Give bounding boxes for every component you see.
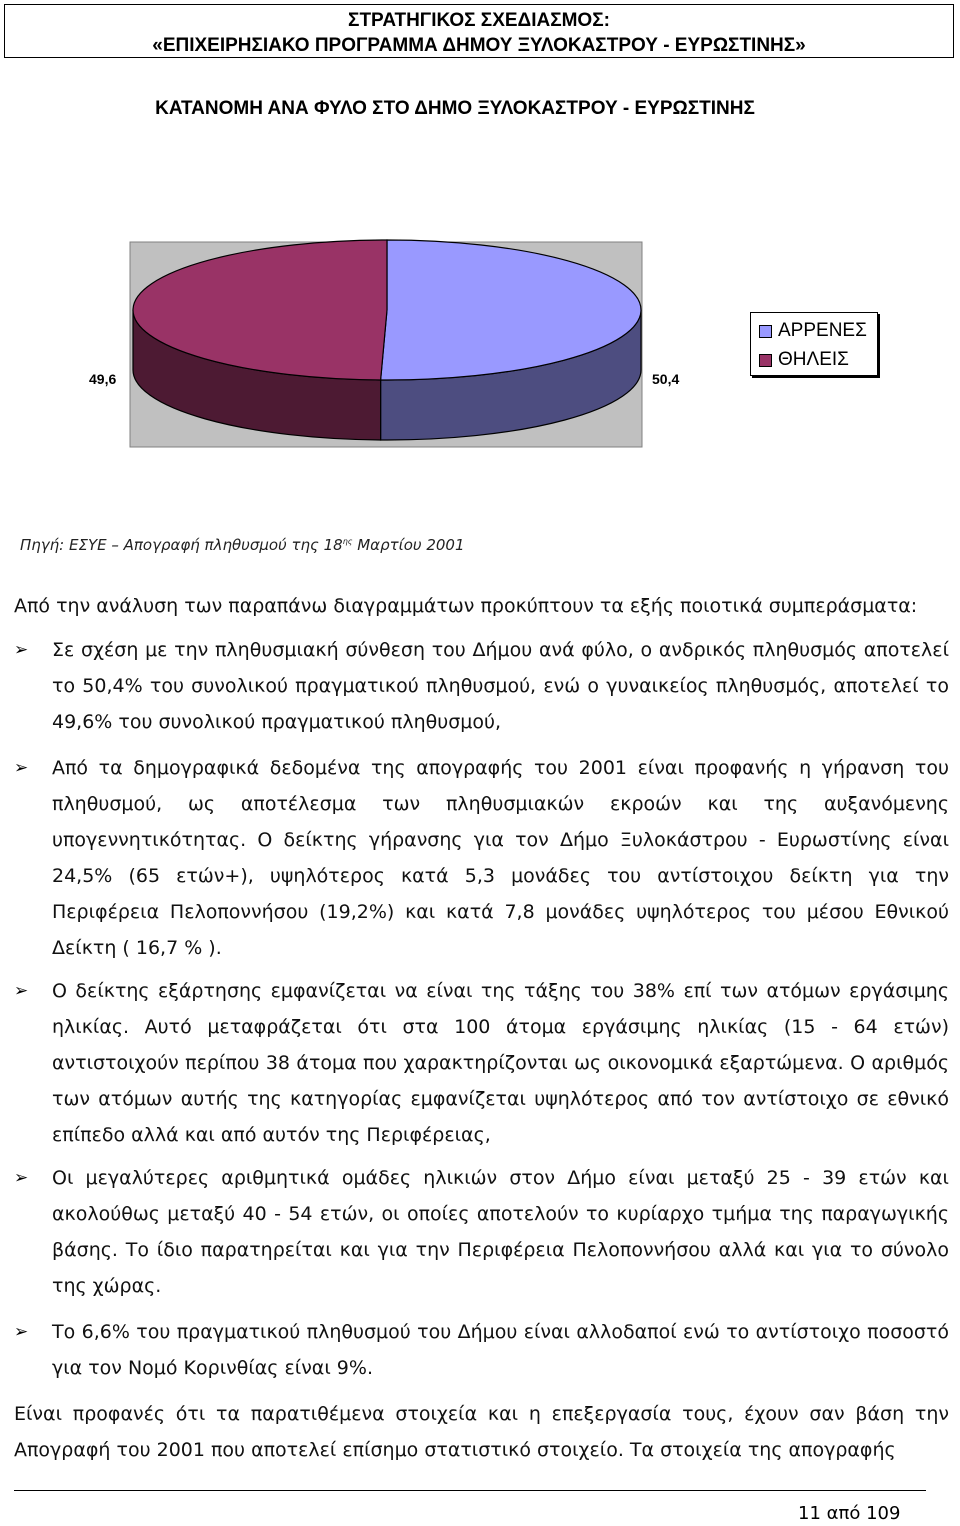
bullet-item	[14, 632, 949, 740]
slice-label-female: 49,6	[89, 371, 117, 387]
bullet-item	[14, 1314, 949, 1386]
legend-label-male: ΑΡΡΕΝΕΣ	[778, 320, 867, 341]
arrowhead-bullet-icon: ➢	[14, 640, 29, 660]
legend-swatch-female	[759, 354, 772, 367]
footer-divider	[14, 1490, 926, 1491]
bullet-text: Το 6,6% του πραγματικού πληθυσμού του Δήμου είναι αλλοδαποί ενώ το αντίστοιχο ποσοστό για τον Νομό Κορινθίας είναι 9%.	[52, 1321, 949, 1379]
closing-paragraph: Είναι προφανές ότι τα παρατιθέμενα στοιχεία και η επεξεργασία τους, έχουν σαν βάση την Απογραφή του 2001 που αποτελεί επίσημο στατιστικό στοιχείο. Τα στοιχεία της απογραφής	[14, 1403, 949, 1461]
document-header	[4, 4, 954, 58]
header-line-2: «ΕΠΙΧΕΙΡΗΣΙΑΚΟ ΠΡΟΓΡΑΜΜΑ ΔΗΜΟΥ ΞΥΛΟΚΑΣΤΡΟΥ - ΕΥΡΩΣΤΙΝΗΣ»	[152, 35, 806, 56]
bullet-text: Σε σχέση με την πληθυσμιακή σύνθεση του Δήμου ανά φύλο, ο ανδρικός πληθυσμός αποτελεί το 50,4% του συνολικού πραγματικού πληθυσμού, ενώ ο γυναικείος πληθυσμός, αποτελεί το 49,6% του συνολικού πραγματικού πληθυσμού,	[52, 639, 949, 733]
legend-swatch-male	[759, 325, 772, 338]
chart-source: Πηγή: ΕΣΥΕ – Απογραφή πληθυσμού της $18^{\eta\varsigma}$ Μαρτίου 2001	[20, 536, 465, 554]
bullet-text: Ο δείκτης εξάρτησης εμφανίζεται να είναι της τάξης του 38% επί των ατόμων εργάσιμης ηλικίας. Αυτό μεταφράζεται ότι στα 100 άτομα εργάσιμης ηλικίας (15 - 64 ετών) αντιστοιχούν περίπου 38 άτομα που χαρακτηρίζονται ως οικονομικά εξαρτώμενα. Ο αριθμός των ατόμων αυτής της κατηγορίας εμφανίζεται υψηλότερος από τον αντίστοιχο σε εθνικό επίπεδο αλλά και από αυτόν της Περιφέρειας,	[52, 980, 949, 1146]
bullet-item	[14, 1160, 949, 1304]
bullet-item	[14, 973, 949, 1153]
legend-label-female: ΘΗΛΕΙΣ	[778, 349, 849, 370]
arrowhead-bullet-icon: ➢	[14, 1168, 29, 1188]
pie-group	[133, 240, 641, 440]
bullet-text: Οι μεγαλύτερες αριθμητικά ομάδες ηλικιών στον Δήμο είναι μεταξύ 25 - 39 ετών και ακολούθως μεταξύ 40 - 54 ετών, οι οποίες αποτελούν το κυρίαρχο τμήμα της παραγωγικής βάσης. Το ίδιο παρατηρείται και για την Περιφέρεια Πελοποννήσου αλλά και για το σύνολο της χώρας.	[52, 1167, 949, 1297]
legend-item-male	[759, 320, 867, 342]
arrowhead-bullet-icon: ➢	[14, 758, 29, 778]
arrowhead-bullet-icon: ➢	[14, 981, 29, 1001]
arrowhead-bullet-icon: ➢	[14, 1322, 29, 1342]
bullet-text: Από τα δημογραφικά δεδομένα της απογραφής του 2001 είναι προφανής η γήρανση του πληθυσμού, ως αποτέλεσμα των πληθυσμιακών εκροών και της αυξανόμενης υπογεννητικότητας. Ο δείκτης γήρανσης για τον Δήμο Ξυλοκάστρου - Ευρωστίνης είναι 24,5% (65 ετών+), υψηλότερος κατά 5,3 μονάδες του αντίστοιχου δείκτη για την Περιφέρεια Πελοποννήσου (19,2%) και κατά 7,8 μονάδες υψηλότερος του μέσου Εθνικού Δείκτη ( 16,7 % ).	[52, 757, 949, 959]
legend-item-female	[759, 349, 849, 371]
bullet-item	[14, 750, 949, 966]
page-number: 11 από 109	[798, 1503, 901, 1524]
header-line-1: ΣΤΡΑΤΗΓΙΚΟΣ ΣΧΕΔΙΑΣΜΟΣ:	[348, 10, 610, 31]
slice-label-male: 50,4	[652, 371, 680, 387]
chart-title: ΚΑΤΑΝΟΜΗ ΑΝΑ ΦΥΛΟ ΣΤΟ ΔΗΜΟ ΞΥΛΟΚΑΣΤΡΟΥ - ΕΥΡΩΣΤΙΝΗΣ	[155, 98, 755, 119]
chart-legend	[750, 312, 878, 376]
intro-paragraph: Από την ανάλυση των παραπάνω διαγραμμάτων προκύπτουν τα εξής ποιοτικά συμπεράσματα:	[14, 595, 918, 617]
